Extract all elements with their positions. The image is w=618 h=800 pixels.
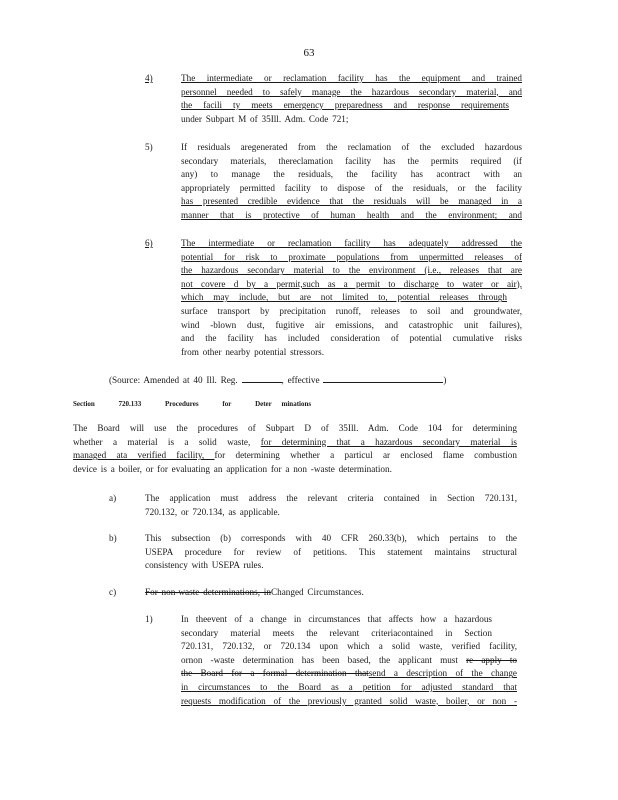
- intro-line-1: The Board will use the procedures of Subpart D of 35Ill. Adm. Code 104 for determining: [73, 423, 517, 433]
- item-4-line: personnel needed to safely manage the hazardous secondary material, and: [181, 86, 522, 97]
- item-5-label: 5): [145, 142, 153, 152]
- item-5-line: has presented credible evidence that the residuals will be managed in a: [181, 196, 522, 207]
- item-b-line: consistency with USEPA rules.: [145, 560, 264, 571]
- item-4-line: The intermediate or reclamation facility has the equipment and trained: [181, 73, 522, 83]
- item-c-rest: Changed Circumstances.: [270, 587, 364, 597]
- intro-line-2: [73, 436, 517, 450]
- item-5-line: manner that is protective of human health and the environment; and: [181, 209, 522, 220]
- item-4-text: [181, 72, 522, 126]
- item-c1-label: 1): [145, 614, 153, 624]
- item-6-text: [181, 237, 522, 359]
- item-6-line: the hazardous secondary material to the environment (i.e., releases that are: [181, 265, 522, 276]
- item-c1-line-4-text: ornon -waste determination has been based, the applicant must: [181, 654, 467, 665]
- item-c1-text: [181, 613, 517, 708]
- item-c1-line-5-insert: send a description of the change: [368, 668, 517, 679]
- item-c-struck: For non-waste determinations, in: [145, 587, 271, 597]
- item-c1-line: [181, 667, 517, 681]
- intro-line-2-text: whether a material is a solid waste,: [73, 436, 261, 447]
- item-c1-line: secondary material meets the relevant criteriacontained in Section: [181, 627, 492, 638]
- section-title-c: Deter: [255, 400, 272, 408]
- item-4-label: 4): [145, 73, 153, 83]
- item-6-label: 6): [145, 238, 153, 248]
- section-title-d: minations: [281, 400, 312, 408]
- intro-line-4: device is a boiler, or for evaluating an application for a non -waste determination.: [73, 463, 392, 474]
- item-c1-line: 720.131, 720.132, or 720.134 upon which a solid waste, verified facility,: [181, 641, 517, 652]
- item-a-line: 720.132, or 720.134, as applicable.: [145, 506, 280, 517]
- item-c-text: [145, 586, 364, 600]
- item-c1-line-4-struck: re apply to: [466, 654, 517, 665]
- register-page-blank: [242, 373, 282, 383]
- intro-line-3: [73, 449, 517, 463]
- intro-line-3-text: for determining whether a particul ar enclosed flame combustion: [214, 450, 517, 461]
- intro-line-3-insert: managed ata verified facility,: [73, 450, 215, 461]
- item-c-label: c): [109, 587, 117, 597]
- item-6-line: surface transport by precipitation runoff, releases to soil and groundwater,: [181, 305, 522, 316]
- item-c1-line: requests modification of the previously granted solid waste, boiler, or non -: [181, 695, 517, 706]
- source-suffix: ): [443, 375, 447, 385]
- item-c1-line: in circumstances to the Board as a petition for adjusted standard that: [181, 681, 517, 692]
- item-5-line: any) to manage the residuals, the facility has acontract with an: [181, 169, 522, 180]
- item-b-line: USEPA procedure for review of petitions. This statement maintains structural: [145, 546, 517, 557]
- source-note: [109, 373, 446, 388]
- item-6-line: potential for risk to proximate populations from unpermitted releases of: [181, 251, 522, 262]
- item-b-line: This subsection (b) corresponds with 40 CFR 260.33(b), which pertains to the: [145, 533, 517, 543]
- item-6-line: not covere d by a permit,such as a permit to discharge to water or air),: [181, 278, 522, 289]
- item-5-line: If residuals aregenerated from the reclamation of the excluded hazardous: [181, 142, 522, 152]
- item-c1-line: [181, 654, 517, 668]
- intro-paragraph: [73, 422, 517, 476]
- section-title-b: for: [222, 400, 232, 408]
- item-5-line: appropriately permitted facility to dispose of the residuals, or the facility: [181, 182, 522, 193]
- source-prefix: (Source: Amended at 40 Ill. Reg.: [109, 375, 238, 385]
- section-heading: [73, 400, 333, 408]
- intro-line-2-insert: for determining that a hazardous secondary material is: [260, 436, 517, 447]
- section-title-a: Procedures: [165, 400, 199, 408]
- item-6-line: The intermediate or reclamation facility has adequately addressed the: [181, 238, 522, 248]
- item-4-line: under Subpart M of 35Ill. Adm. Code 721;: [181, 113, 349, 124]
- item-5-text: [181, 141, 522, 223]
- section-number: 720.133: [118, 400, 142, 408]
- item-4-line: the facili ty meets emergency preparedness and response requirements: [181, 100, 509, 111]
- item-c1-line: In theevent of a change in circumstances that affects how a hazardous: [181, 614, 492, 624]
- item-6-line: and the facility has included consideration of potential cumulative risks: [181, 333, 522, 344]
- page-number: 63: [303, 47, 315, 59]
- item-a-text: [145, 492, 517, 519]
- item-6-line: which may include, but are not limited to, potential releases through: [181, 292, 507, 303]
- item-a-label: a): [109, 493, 117, 503]
- item-5-line: secondary materials, thereclamation facility has the permits required (if: [181, 155, 522, 166]
- section-word: Section: [73, 400, 95, 408]
- item-6-line: from other nearby potential stressors.: [181, 346, 325, 357]
- item-a-line: The application must address the relevant criteria contained in Section 720.131,: [145, 493, 517, 503]
- item-c1-line-5-struck: the Board for a formal determination that: [181, 668, 369, 679]
- item-b-text: [145, 532, 517, 573]
- source-middle: , effective: [281, 375, 320, 385]
- item-b-label: b): [109, 533, 117, 543]
- item-6-line: wind -blown dust, fugitive air emissions, and catastrophic unit failures),: [181, 319, 522, 330]
- effective-date-blank: [323, 373, 443, 383]
